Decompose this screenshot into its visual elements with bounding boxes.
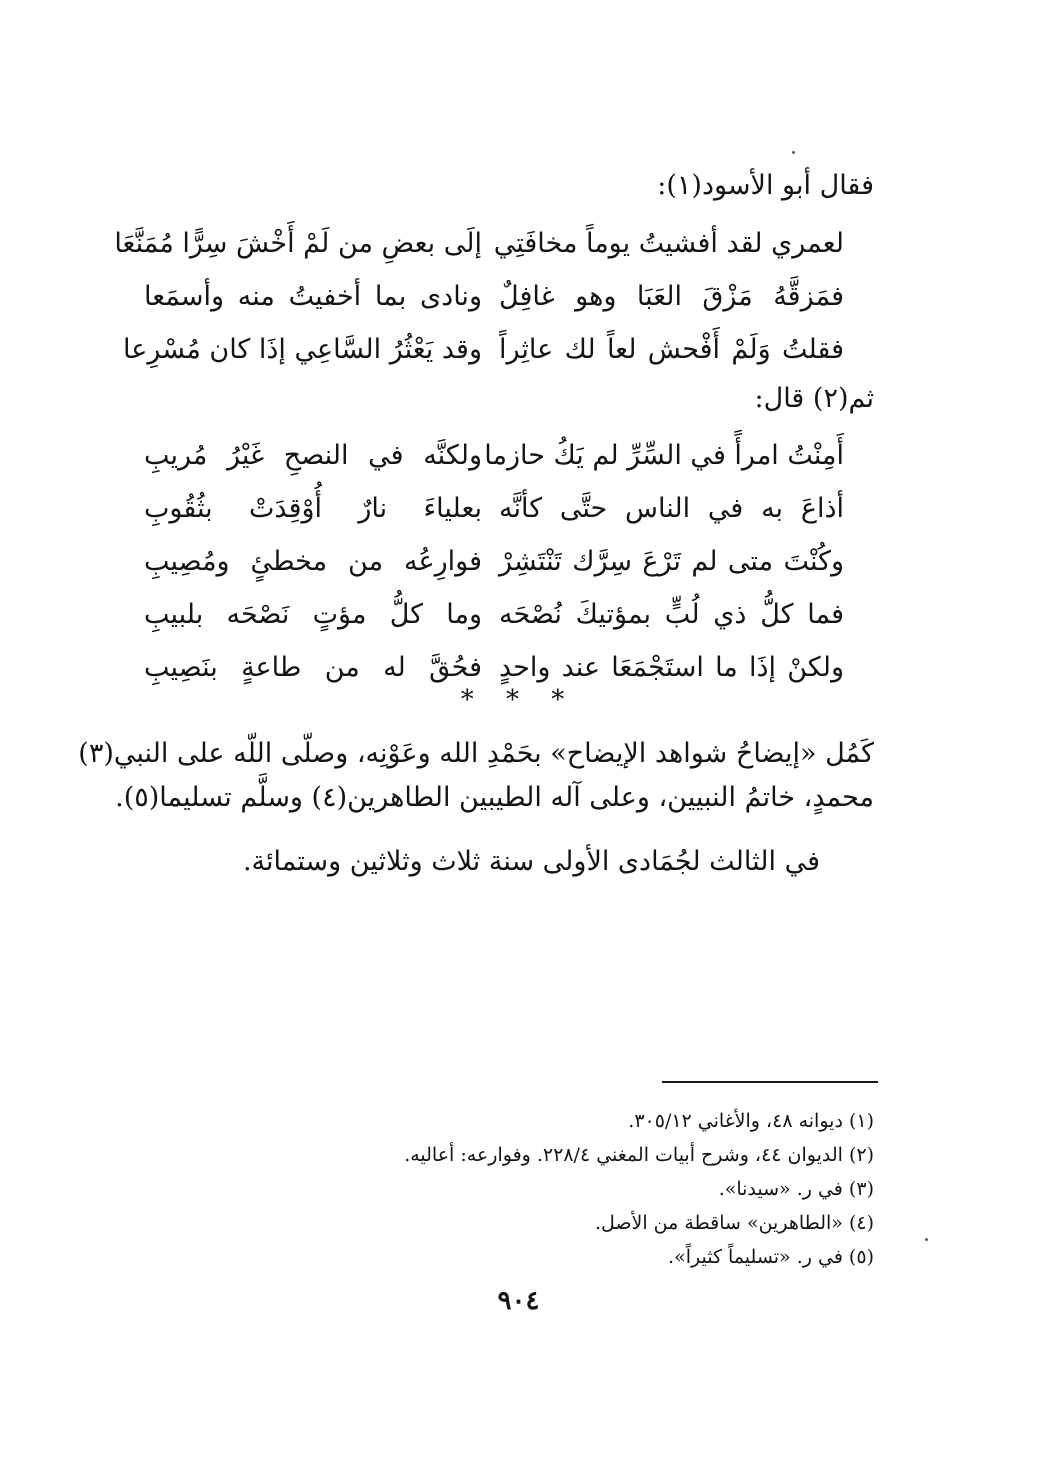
footnote-separator	[662, 1081, 878, 1083]
verse-line	[114, 222, 844, 275]
intro-line-2: ثم(٢) قال:	[754, 383, 874, 414]
first-hemistich: ولكنْ إذَا ما استَجْمَعَا عند واحدٍ	[499, 652, 844, 683]
poem-block-1	[114, 222, 844, 381]
footnote: (٢) الديوان ٤٤، وشرح أبيات المغني ٢٢٨/٤. وفوارعه: أعاليه.	[404, 1144, 874, 1166]
footnote: (٤) «الطاهرين» ساقطة من الأصل.	[594, 1212, 874, 1234]
second-hemistich: وقد يَعْثُرُ السَّاعِي إذَا كان مُسْرِعا	[123, 334, 482, 365]
colophon-date: في الثالث لجُمَادى الأولى سنة ثلاث وثلاثين وستمائة.	[242, 846, 820, 877]
first-hemistich: فمَزقَّهُ مَزْقَ العَبَا وهو غافِلٌ	[499, 281, 844, 312]
verse-line	[144, 540, 844, 593]
second-hemistich: ولكنَّه في النصحِ غَيْرُ مُريبِ	[144, 440, 482, 471]
first-hemistich: فما كلُّ ذي لُبٍّ بمؤتيكَ نُصْحَه	[499, 599, 844, 630]
print-speck	[792, 151, 795, 154]
footnote: (٣) في ر. «سيدنا».	[718, 1178, 874, 1200]
second-hemistich: إلَى بعضِ من لَمْ أَخْشَ سِرًّا مُمَنَّعَا	[114, 228, 482, 259]
second-hemistich: فوارِعُه من مخطئٍ ومُصِيبِ	[144, 546, 482, 577]
section-separator: * * *	[460, 685, 577, 715]
first-hemistich: وكُنْتَ متى لم تَرْعَ سِرَّك تَنْتَشِرْ	[499, 546, 844, 577]
footnote: (١) ديوانه ٤٨، والأغاني ٣٠٥/١٢.	[628, 1110, 874, 1132]
verse-line	[144, 593, 844, 646]
second-hemistich: ونادى بما أخفيتُ منه وأسمَعا	[144, 281, 482, 312]
verse-line	[144, 434, 844, 487]
poem-block-2	[144, 434, 844, 699]
colophon-line-1: كَمُل «إيضاحُ شواهد الإيضاح» بحَمْدِ الله وعَوْنِه، وصلّى اللّه على النبي(٣)	[78, 738, 874, 769]
first-hemistich: أَمِنْتُ امرأً في السِّرِّ لم يَكُ حازما	[484, 440, 844, 471]
second-hemistich: وما كلُّ مؤتٍ نَصْحَه بلبيبِ	[144, 599, 482, 630]
footnote: (٥) في ر. «تسليماً كثيراً».	[668, 1246, 874, 1268]
print-speck	[925, 1238, 928, 1241]
footnotes	[154, 1106, 874, 1276]
verse-line	[144, 487, 844, 540]
colophon-line-2: محمدٍ، خاتمُ النبيين، وعلى آله الطيبين الطاهرين(٤) وسلَّم تسليما(٥).	[115, 782, 874, 813]
second-hemistich: فحُقَّ له من طاعةٍ بنَصِيبِ	[144, 652, 482, 683]
page-number: ٩٠٤	[497, 1286, 540, 1316]
verse-line	[144, 275, 844, 328]
colophon	[78, 732, 874, 820]
first-hemistich: فقلتُ وَلَمْ أَفْحش لعاً لك عاثِراً	[499, 334, 844, 365]
intro-line: فقال أبو الأسود(١):	[657, 170, 874, 201]
verse-line	[123, 328, 844, 381]
first-hemistich: لعمري لقد أفشيتُ يوماً مخافَتِي	[493, 228, 844, 259]
first-hemistich: أذاعَ به في الناس حتَّى كأنَّه	[499, 493, 844, 524]
second-hemistich: بعلياءَ نارٌ أُوْقِدَتْ بثُقُوبِ	[144, 493, 482, 524]
